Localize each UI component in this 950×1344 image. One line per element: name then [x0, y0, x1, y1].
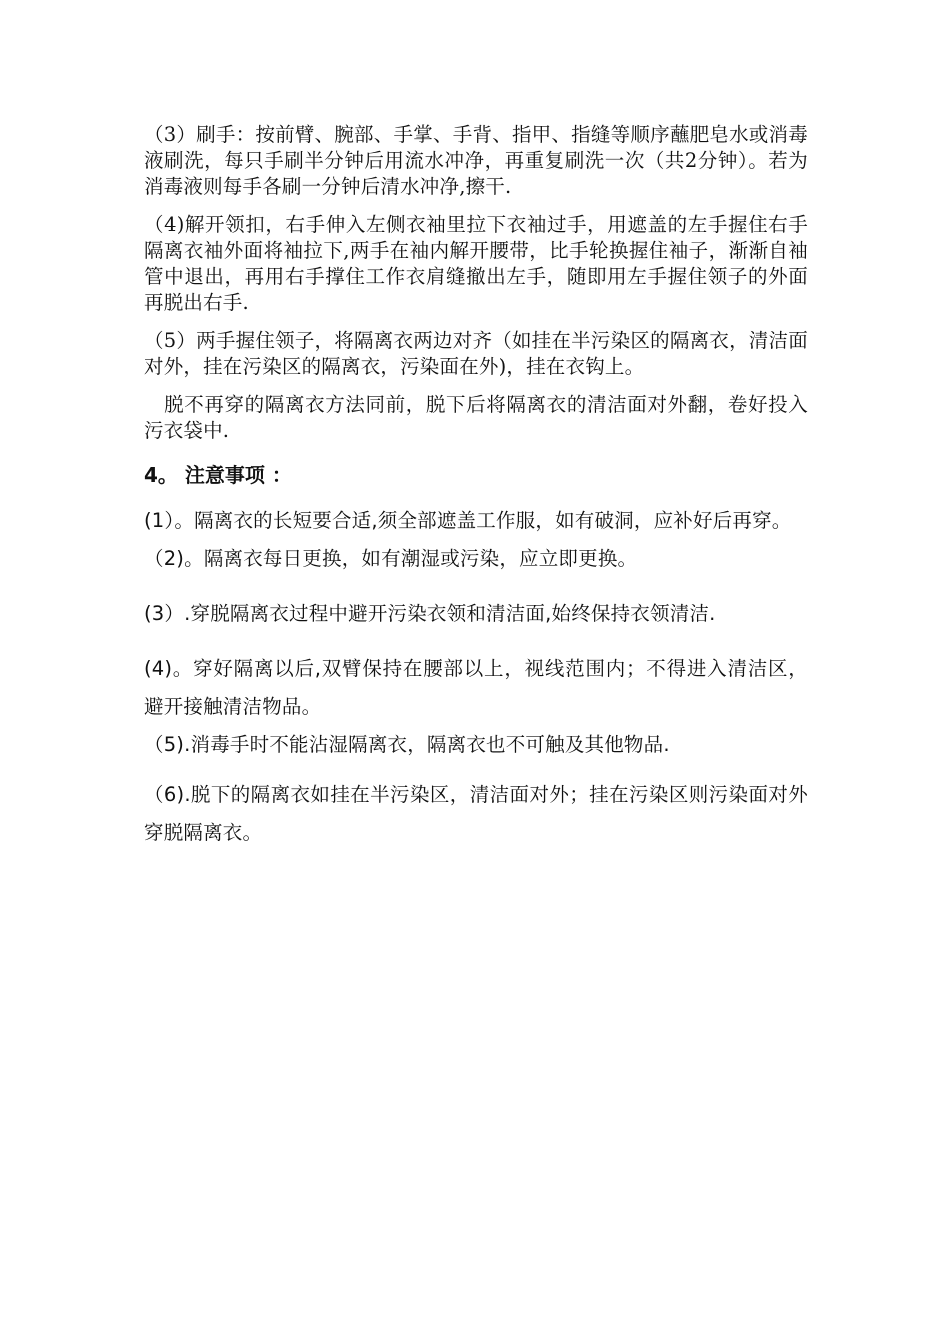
note-item-6: （6).脱下的隔离衣如挂在半污染区，清洁面对外；挂在污染区则污染面对外穿脱隔离衣。: [144, 783, 808, 844]
note-item-2: （2)。隔离衣每日更换，如有潮湿或污染，应立即更换。: [144, 547, 638, 570]
document-body: [144, 122, 808, 852]
note-item-4: (4)。穿好隔离以后,双臂保持在腰部以上，视线范围内；不得进入清洁区，避开接触清洁物品。: [144, 657, 808, 718]
note-item-3: (3）.穿脱隔离衣过程中避开污染衣领和清洁面,始终保持衣领清洁.: [144, 602, 716, 625]
paragraph-remove-gown-steps: （4)解开领扣，右手伸入左侧衣袖里拉下衣袖过手，用遮盖的左手握住右手隔离衣袖外面将袖拉下,两手在袖内解开腰带，比手轮换握住袖子，渐渐自袖管中退出，再用右手撑住工作衣肩缝撤出左手，随即用左手握住领子的外面再脱出右手.: [144, 213, 808, 314]
paragraph-discard-gown: 脱不再穿的隔离衣方法同前，脱下后将隔离衣的清洁面对外翻，卷好投入污衣袋中.: [144, 393, 808, 442]
paragraph-hand-scrub: （3）刷手：按前臂、腕部、手掌、手背、指甲、指缝等顺序蘸肥皂水或消毒液刷洗，每只手刷半分钟后用流水冲净，再重复刷洗一次（共2分钟）。若为消毒液则每手各刷一分钟后清水冲净,擦干.: [144, 123, 808, 198]
paragraph-hang-gown: （5）两手握住领子，将隔离衣两边对齐（如挂在半污染区的隔离衣，清洁面对外，挂在污染区的隔离衣，污染面在外)，挂在衣钩上。: [144, 329, 808, 378]
note-item-5: （5).消毒手时不能沾湿隔离衣，隔离衣也不可触及其他物品.: [144, 733, 670, 756]
note-item-1: (1）。隔离衣的长短要合适,须全部遮盖工作服，如有破洞，应补好后再穿。: [144, 509, 792, 532]
section-heading: 4。 注意事项 ：: [144, 463, 292, 487]
